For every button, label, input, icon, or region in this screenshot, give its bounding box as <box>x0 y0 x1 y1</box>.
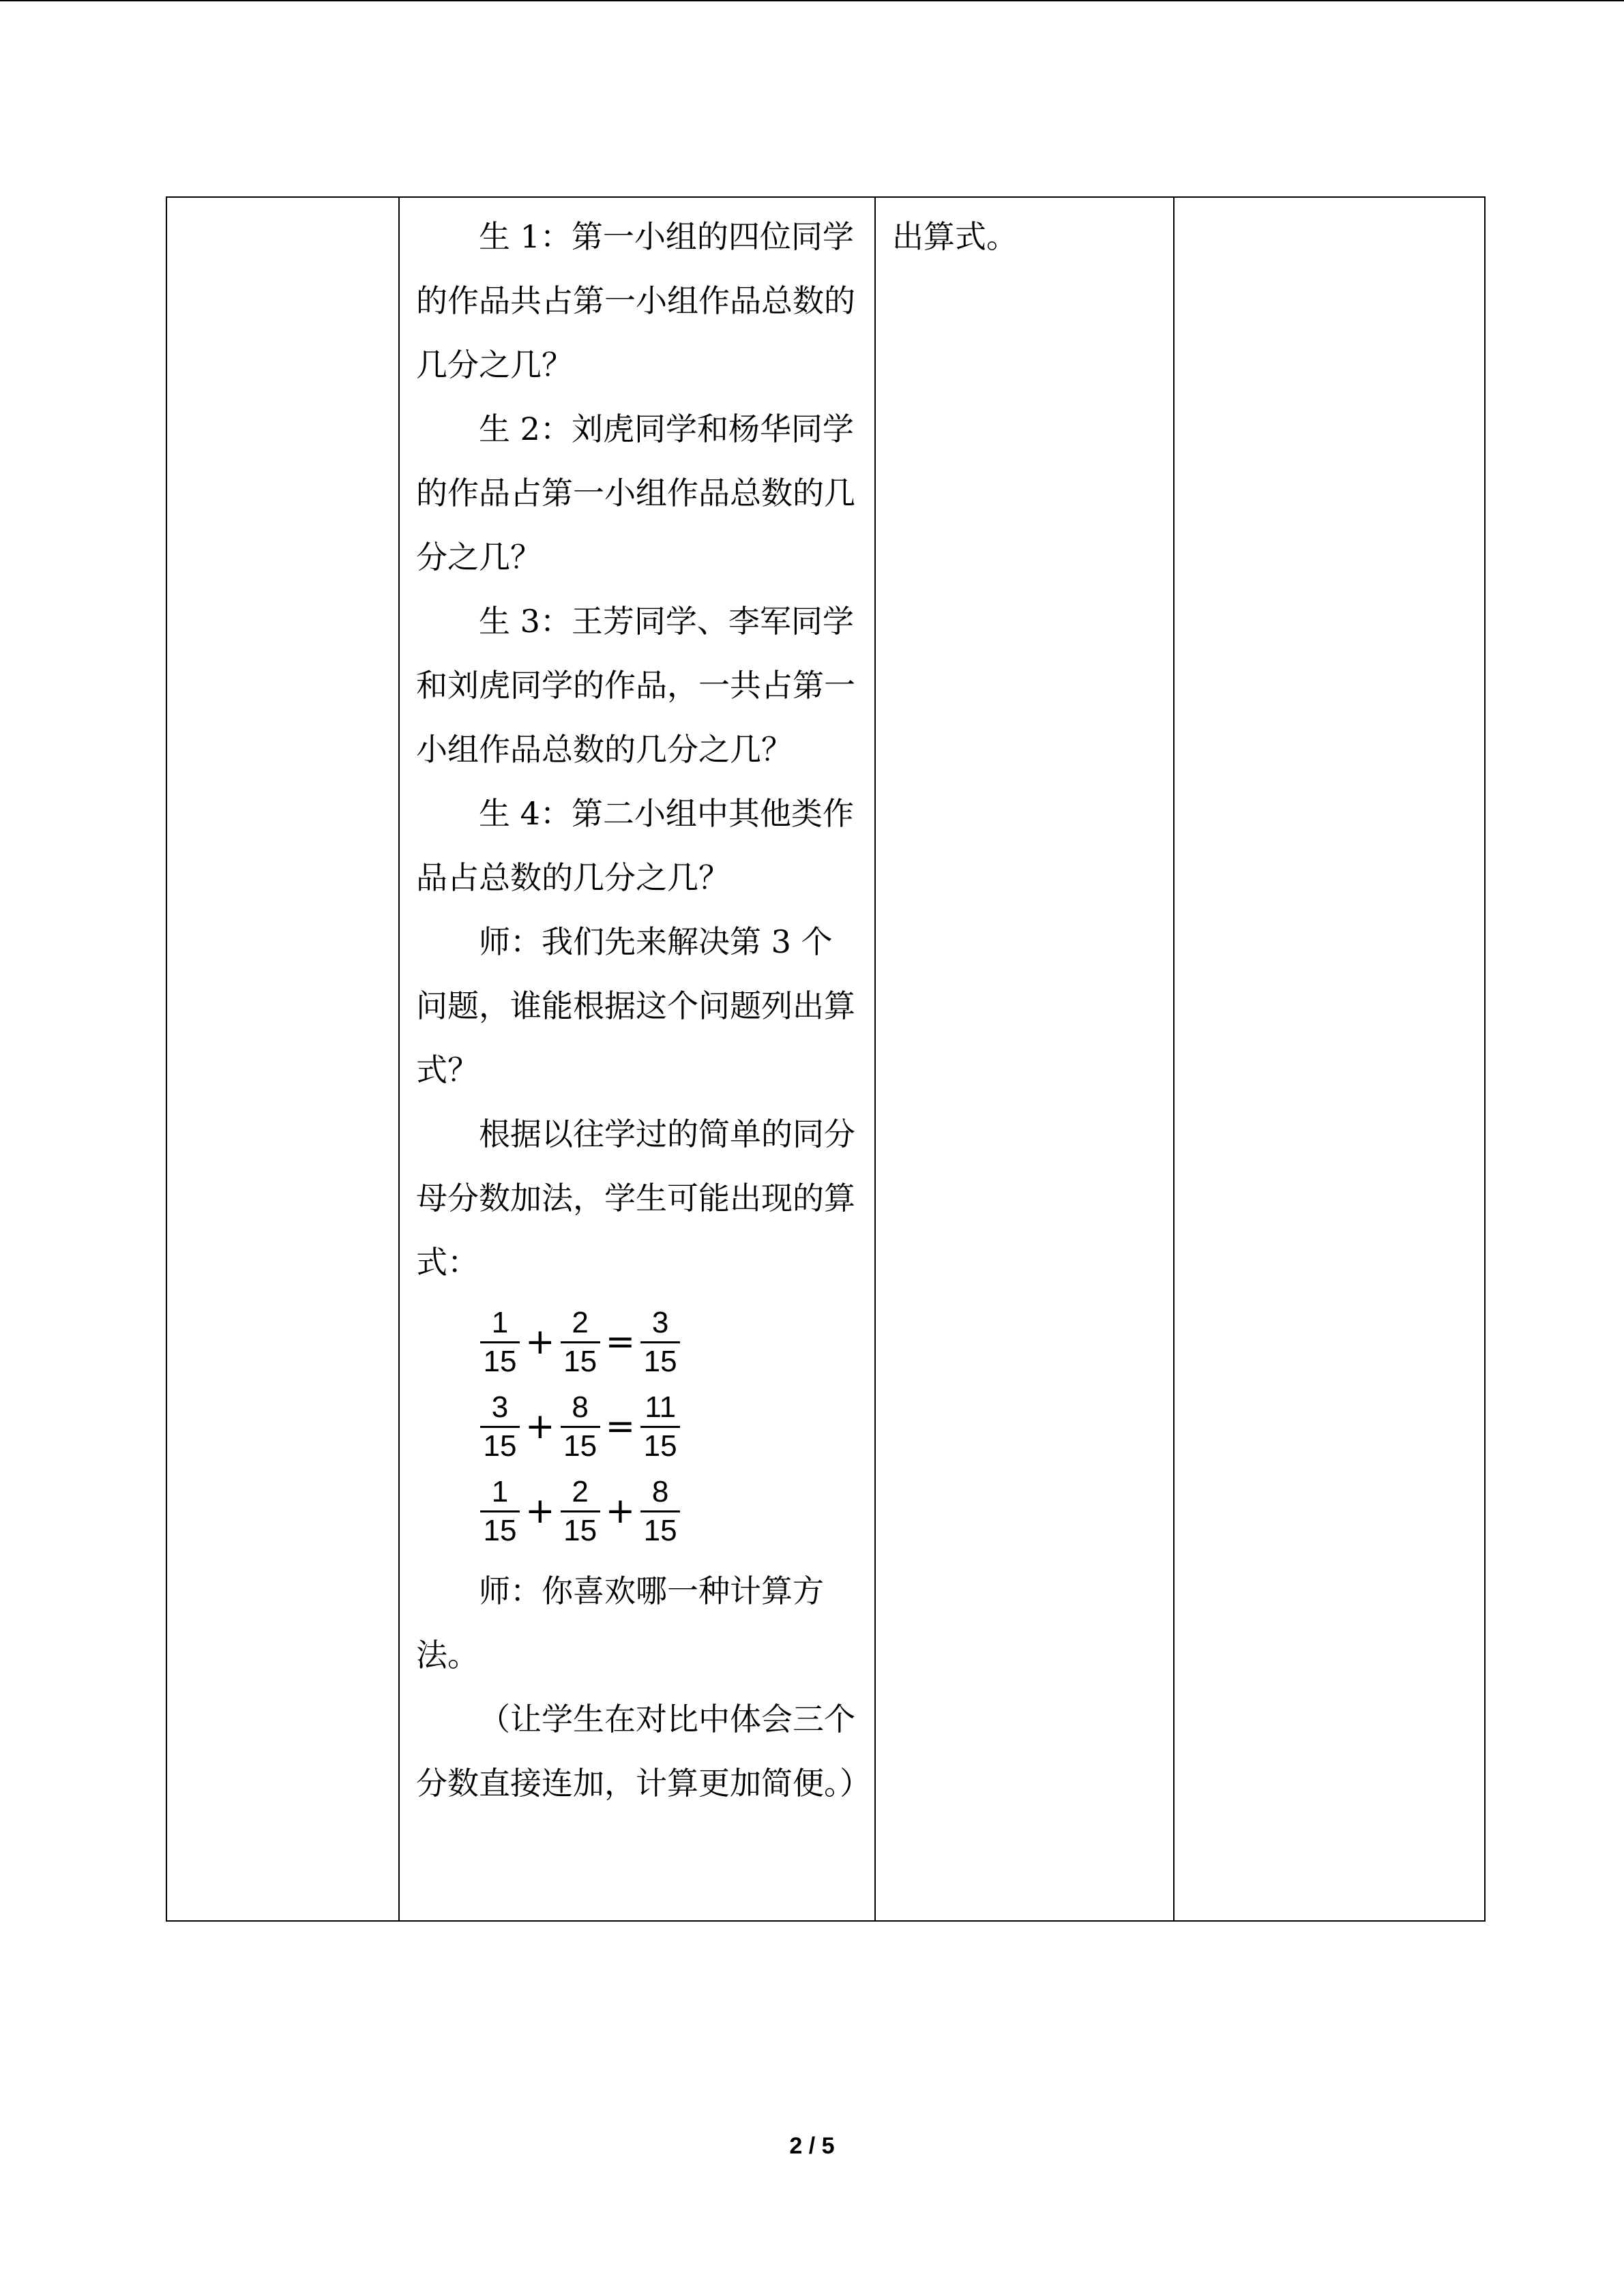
numerator: 1 <box>491 1305 509 1339</box>
activities-content <box>400 198 874 1822</box>
fraction <box>639 1474 681 1549</box>
operator: + <box>525 1322 555 1362</box>
operator: = <box>605 1406 636 1447</box>
denominator: 15 <box>483 1344 517 1378</box>
dialogue-paragraph: 生 4：第二小组中其他类作品占总数的几分之几？ <box>416 795 854 896</box>
table-cell-stage <box>166 197 399 1921</box>
cell-text: 出算式。 <box>892 218 1018 255</box>
fraction <box>559 1474 602 1549</box>
formula-line <box>479 1384 858 1469</box>
denominator: 15 <box>483 1429 517 1463</box>
dialogue-paragraph: 生 2：刘虎同学和杨华同学的作品占第一小组作品总数的几分之几？ <box>416 411 855 576</box>
dialogue-paragraph: 师：你喜欢哪一种计算方法。 <box>416 1572 824 1673</box>
denominator: 15 <box>643 1344 677 1378</box>
denominator: 15 <box>643 1429 677 1463</box>
numerator: 11 <box>645 1390 676 1424</box>
dialogue-paragraph: 根据以往学过的简单的同分母分数加法，学生可能出现的算式： <box>416 1116 855 1281</box>
numerator: 2 <box>572 1474 589 1508</box>
denominator: 15 <box>563 1513 597 1547</box>
operator: = <box>605 1322 636 1362</box>
numerator: 2 <box>572 1305 589 1339</box>
table-row <box>166 197 1485 1921</box>
student-activity-content <box>876 198 1173 275</box>
table-cell-student-activity <box>875 197 1174 1921</box>
numerator: 8 <box>572 1390 589 1424</box>
fraction <box>479 1389 521 1465</box>
fraction-formulas <box>416 1300 858 1553</box>
table-cell-activities <box>399 197 875 1921</box>
top-border-line <box>0 0 1624 1</box>
fraction <box>559 1304 602 1380</box>
page-number: 2 / 5 <box>789 2133 835 2159</box>
numerator: 3 <box>651 1305 669 1339</box>
denominator: 15 <box>563 1429 597 1463</box>
numerator: 8 <box>651 1474 669 1508</box>
operator: + <box>525 1406 555 1447</box>
fraction <box>479 1304 521 1380</box>
dialogue-paragraph: 生 1：第一小组的四位同学的作品共占第一小组作品总数的几分之几？ <box>416 218 855 383</box>
table-cell-notes <box>1174 197 1485 1921</box>
denominator: 15 <box>483 1513 517 1547</box>
numerator: 1 <box>491 1474 509 1508</box>
operator: + <box>525 1491 555 1532</box>
denominator: 15 <box>643 1513 677 1547</box>
dialogue-paragraph: （让学生在对比中体会三个分数直接连加，计算更加简便。） <box>416 1701 871 1802</box>
fraction <box>559 1389 602 1465</box>
operator: + <box>605 1491 636 1532</box>
lesson-plan-table <box>166 196 1486 1922</box>
fraction <box>639 1304 681 1380</box>
fraction <box>639 1389 681 1465</box>
dialogue-paragraph: 师：我们先来解决第 3 个问题，谁能根据这个问题列出算式？ <box>416 923 855 1088</box>
dialogue-paragraph: 生 3：王芳同学、李军同学和刘虎同学的作品，一共占第一小组作品总数的几分之几？ <box>416 603 855 768</box>
fraction <box>479 1474 521 1549</box>
formula-line <box>479 1469 858 1553</box>
denominator: 15 <box>563 1344 597 1378</box>
numerator: 3 <box>491 1390 509 1424</box>
formula-line <box>479 1300 858 1384</box>
